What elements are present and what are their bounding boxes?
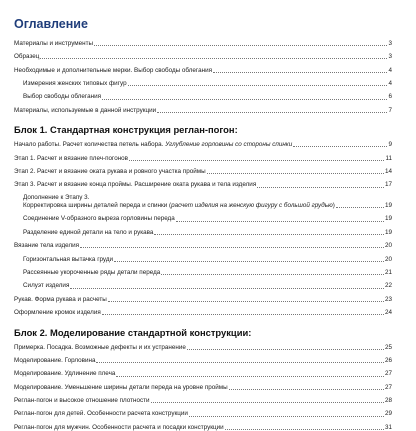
toc-entry-page: 31 (384, 423, 392, 431)
toc-entry-label: Измерения женских типовых фигур (23, 79, 127, 87)
toc-entry-page: 25 (384, 343, 392, 351)
toc-entry-label: Примерка. Посадка. Возможные дефекты и их устранение (14, 343, 186, 351)
leader-dots (129, 160, 384, 161)
toc-entry-label-italic: Углубление горловины со стороны спинки (165, 141, 293, 149)
leader-dots (94, 45, 387, 46)
toc-note-stage-3-addition: Дополнение к Этапу 3. (23, 193, 90, 201)
leader-dots (128, 85, 388, 86)
toc-entry-label: Реглан-погон для мужчин. Особенности расчета и посадки конструкции (14, 423, 224, 431)
block2-section (14, 344, 392, 431)
toc-entry-label: Моделирование. Уменьшение ширины детали переда на уровне проймы (14, 383, 228, 391)
toc-entry-page: 20 (384, 255, 392, 263)
toc-entry-stage-3[interactable] (14, 181, 392, 189)
leader-dots (157, 112, 387, 113)
toc-entry-label: Образец (14, 53, 40, 61)
toc-entry-children[interactable] (14, 410, 392, 418)
block1-heading-tail: : (234, 124, 238, 136)
toc-entry-page: 19 (384, 228, 392, 236)
block2-heading-text: Блок 2. Моделирование стандартной конструкции (14, 326, 249, 338)
toc-entry-page: 11 (385, 154, 392, 162)
block2-heading (14, 327, 392, 338)
toc-entry-page: 9 (388, 141, 392, 149)
toc-entry-page: 17 (384, 181, 392, 189)
toc-entry-page: 29 (384, 410, 392, 418)
toc-entry-page: 27 (384, 383, 392, 391)
leader-dots (225, 429, 384, 430)
toc-entry-label-end: ) (332, 202, 335, 209)
toc-entry-page: 7 (388, 106, 392, 114)
toc-entry-label-italic: расчет изделия на женскую фигуру с большой грудью (171, 202, 333, 209)
leader-dots (96, 362, 384, 363)
toc-entry-label: Моделирование. Горловина (14, 356, 96, 364)
toc-entry-label: Реглан-погон и высокое отношение плотности (14, 397, 150, 405)
toc-title: Оглавление (14, 17, 88, 31)
block1-section (14, 141, 392, 317)
leader-dots (154, 234, 384, 235)
toc-entry-label: Рассеянные укороченные ряды детали переда (23, 268, 161, 276)
toc-entry-v-neck[interactable] (14, 215, 392, 223)
toc-entry-page: 24 (384, 309, 392, 317)
block1-heading-text: Блок 1. Стандартная конструкция реглан-погон (14, 124, 235, 136)
leader-dots (257, 187, 384, 188)
toc-entry-shoulder-extension[interactable] (14, 370, 392, 378)
leader-dots (176, 221, 384, 222)
toc-entry-split-body-sleeves[interactable] (14, 229, 392, 237)
toc-entry-label: Силуэт изделия (23, 282, 70, 290)
toc-entry-typical-figures[interactable] (14, 80, 392, 88)
toc-entry-neckline[interactable] (14, 357, 392, 365)
toc-entry-label: Моделирование. Удлинение плеча (14, 370, 116, 378)
toc-entry-density-ratio[interactable] (14, 397, 392, 405)
leader-dots (116, 376, 384, 377)
toc-entry-page: 19 (384, 215, 392, 223)
toc-entry-label: Материалы и инструменты (14, 39, 93, 47)
toc-entry-label (14, 141, 292, 149)
toc-entry-label: Этап 1. Расчет и вязание плеч-погонов (14, 154, 129, 162)
toc-page (14, 14, 392, 431)
toc-entry-measurements[interactable] (14, 67, 392, 75)
toc-entry-label: Необходимые и дополнительные мерки. Выбор свободы облегания (14, 66, 212, 74)
leader-dots (229, 389, 384, 390)
toc-entry-page: 4 (388, 66, 392, 74)
toc-entry-label: Разделение единой детали на тело и рукава (23, 228, 154, 236)
toc-entry-materials-used[interactable] (14, 107, 392, 115)
leader-dots (336, 207, 384, 208)
leader-dots (293, 146, 387, 147)
toc-entry-page: 26 (384, 356, 392, 364)
toc-entry-page: 21 (384, 268, 392, 276)
toc-entry-sample[interactable] (14, 53, 392, 61)
toc-entry-label: Выбор свободы облегания (23, 93, 101, 101)
leader-dots (207, 173, 384, 174)
toc-entry-page: 19 (384, 202, 392, 209)
intro-section (14, 40, 392, 115)
toc-entry-label: Рукав. Форма рукава и расчеты (14, 295, 107, 303)
toc-entry-page: 3 (388, 39, 392, 47)
toc-entry-label: Оформление кромок изделия (14, 309, 101, 317)
toc-entry-label-main: Начало работы. Расчет количества петель набора. (14, 141, 166, 149)
toc-entry-page: 14 (384, 167, 392, 175)
toc-entry-front-width-reduction[interactable] (14, 384, 392, 392)
leader-dots (40, 58, 387, 59)
toc-entry-label: Вязание тела изделия (14, 242, 80, 250)
leader-dots (114, 261, 384, 262)
toc-entry-stage-1[interactable] (14, 155, 392, 163)
toc-entry-label: Этап 2. Расчет и вязание оката рукава и ровного участка проймы (14, 167, 206, 175)
leader-dots (108, 301, 384, 302)
toc-entry-edges[interactable] (14, 309, 392, 317)
toc-entry-page: 6 (388, 93, 392, 101)
toc-entry-materials[interactable] (14, 40, 392, 48)
toc-entry-width-correction[interactable] (14, 202, 392, 210)
toc-entry-label: Материалы, используемые в данной инструкции (14, 106, 157, 114)
leader-dots (80, 247, 384, 248)
toc-entry-stage-2[interactable] (14, 168, 392, 176)
toc-entry-fitting[interactable] (14, 344, 392, 352)
toc-entry-page: 23 (384, 295, 392, 303)
leader-dots (213, 72, 387, 73)
toc-entry-page: 28 (384, 397, 392, 405)
toc-entry-bust-dart[interactable] (14, 256, 392, 264)
toc-entry-label: Реглан-погон для детей. Особенности расчета конструкции (14, 410, 188, 418)
toc-entry-label (23, 202, 335, 210)
leader-dots (102, 314, 384, 315)
toc-entry-page: 27 (384, 370, 392, 378)
block1-heading (14, 124, 392, 135)
toc-entry-label: Соединение V-образного выреза горловины переда (23, 215, 175, 223)
leader-dots (70, 288, 384, 289)
toc-entry-silhouette[interactable] (14, 282, 392, 290)
toc-entry-label-main: Корректировка ширины деталей переда и спинки ( (23, 202, 172, 209)
toc-entry-page: 4 (388, 79, 392, 87)
toc-entry-body-knitting[interactable] (14, 242, 392, 250)
block2-heading-tail: : (248, 326, 252, 338)
toc-entry-label: Горизонтальная вытачка груди (23, 255, 114, 263)
toc-entry-label: Этап 3. Расчет и вязание конца проймы. Расширение оката рукава и тела изделия (14, 181, 257, 189)
toc-entry-sleeve[interactable] (14, 296, 392, 304)
toc-entry-page: 3 (388, 53, 392, 61)
toc-entry-start[interactable] (14, 141, 392, 149)
toc-entry-short-rows[interactable] (14, 269, 392, 277)
toc-entry-men[interactable] (14, 424, 392, 431)
toc-entry-ease-choice[interactable] (14, 93, 392, 101)
leader-dots (161, 274, 384, 275)
leader-dots (187, 349, 384, 350)
toc-entry-page: 20 (384, 242, 392, 250)
leader-dots (102, 99, 387, 100)
leader-dots (151, 402, 384, 403)
toc-entry-page: 22 (384, 282, 392, 290)
